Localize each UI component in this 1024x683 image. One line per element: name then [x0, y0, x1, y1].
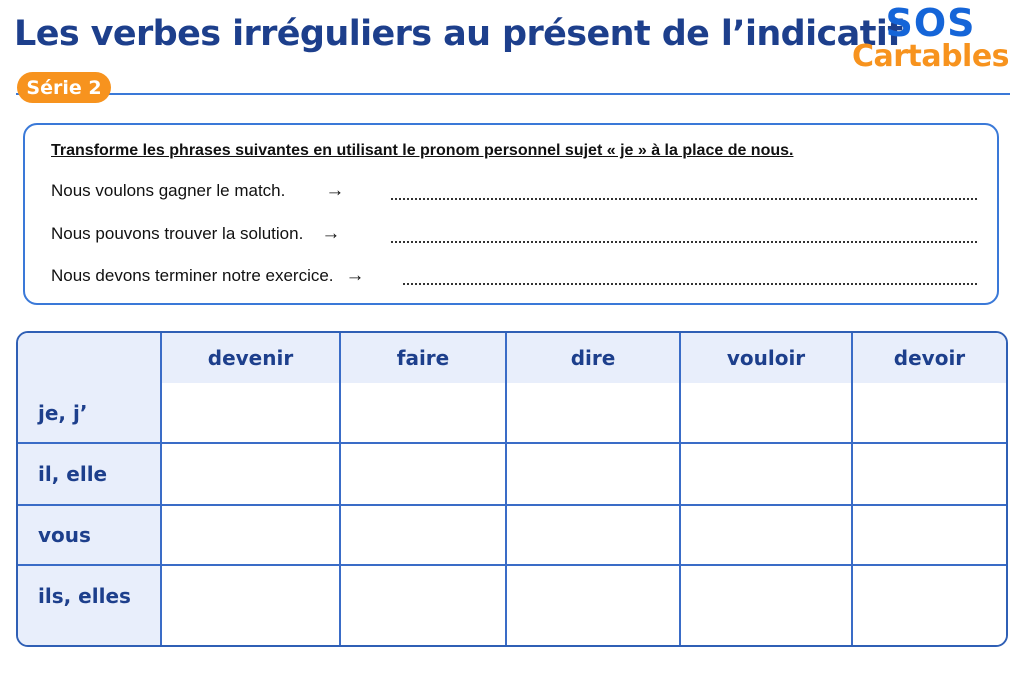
sentence-text: Nous voulons gagner le match. [51, 181, 286, 200]
answer-cell[interactable] [853, 444, 1006, 506]
column-header: vouloir [681, 333, 853, 383]
answer-line-1[interactable] [391, 198, 977, 200]
answer-cell[interactable] [853, 506, 1006, 566]
conjugation-table [16, 331, 1008, 647]
row-header: vous [18, 506, 162, 566]
row-header: il, elle [18, 444, 162, 506]
table-row [18, 566, 1006, 645]
series-badge: Série 2 [17, 72, 111, 103]
answer-cell[interactable] [341, 383, 507, 444]
sentence-line-2 [51, 222, 340, 246]
answer-cell[interactable] [162, 506, 341, 566]
column-header: dire [507, 333, 681, 383]
sentence-text: Nous pouvons trouver la solution. [51, 224, 304, 243]
answer-cell[interactable] [853, 566, 1006, 645]
column-header: devoir [853, 333, 1006, 383]
sentence-line-1 [51, 179, 344, 203]
header-divider [16, 93, 1010, 95]
arrow-right-icon: → [345, 265, 365, 286]
answer-cell[interactable] [681, 444, 853, 506]
column-header: devenir [162, 333, 341, 383]
answer-cell[interactable] [681, 566, 853, 645]
logo-cartables-text: Cartables [851, 39, 1010, 74]
answer-cell[interactable] [507, 566, 681, 645]
answer-cell[interactable] [853, 383, 1006, 444]
transformation-exercise [23, 123, 999, 305]
arrow-right-icon: → [321, 223, 341, 244]
table-corner [18, 333, 162, 383]
answer-cell[interactable] [162, 444, 341, 506]
arrow-right-icon: → [325, 180, 345, 201]
table-row [18, 506, 1006, 566]
worksheet-title: Les verbes irréguliers au présent de l’indicatif [14, 14, 902, 54]
answer-cell[interactable] [341, 506, 507, 566]
sentence-line-3 [51, 264, 365, 288]
answer-cell[interactable] [681, 383, 853, 444]
answer-cell[interactable] [681, 506, 853, 566]
logo-sos-text: SOS [885, 1, 976, 45]
answer-line-2[interactable] [391, 241, 977, 243]
table-row [18, 383, 1006, 444]
table-row [18, 444, 1006, 506]
row-header: je, j’ [18, 383, 162, 444]
answer-line-3[interactable] [403, 283, 977, 285]
column-header: faire [341, 333, 507, 383]
sentence-text: Nous devons terminer notre exercice. [51, 266, 334, 285]
answer-cell[interactable] [341, 566, 507, 645]
exercise-instruction: Transforme les phrases suivantes en utilisant le pronom personnel sujet « je » à la place de nous. [51, 142, 794, 159]
answer-cell[interactable] [507, 444, 681, 506]
answer-cell[interactable] [507, 506, 681, 566]
row-header: ils, elles [18, 566, 162, 645]
sos-cartables-logo [848, 1, 1013, 74]
answer-cell[interactable] [162, 566, 341, 645]
answer-cell[interactable] [341, 444, 507, 506]
answer-cell[interactable] [507, 383, 681, 444]
answer-cell[interactable] [162, 383, 341, 444]
